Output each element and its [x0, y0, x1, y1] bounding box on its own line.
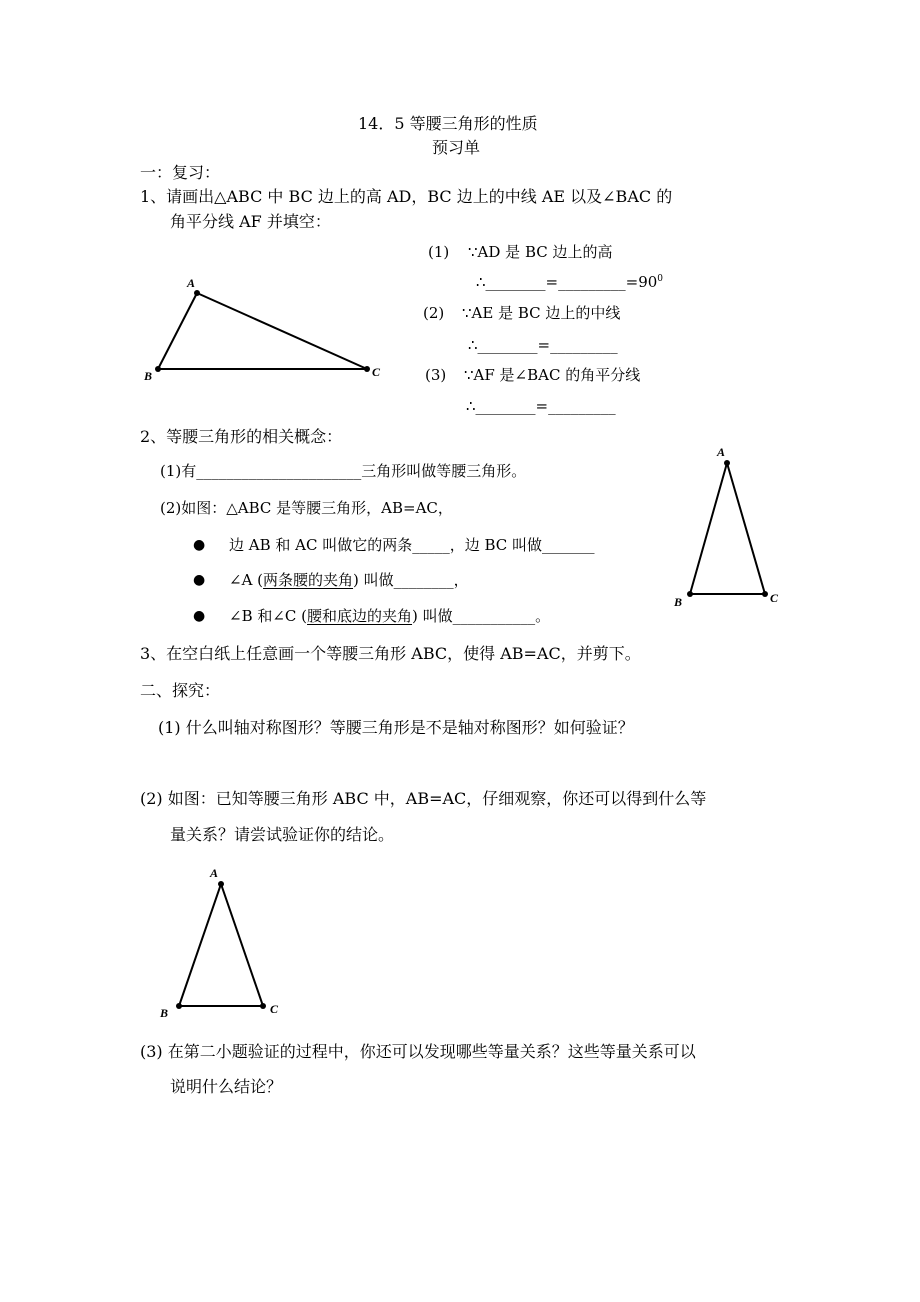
- bullet-3: ●: [193, 608, 206, 624]
- fig3-point-a: [218, 881, 224, 887]
- fig1-side-ab: [158, 293, 197, 369]
- explore-q2-line2: 量关系？请尝试验证你的结论。: [170, 825, 395, 844]
- bullet-3-post: ) 叫做___________。: [412, 607, 551, 625]
- page-title: 14．5 等腰三角形的性质: [358, 114, 538, 133]
- fill1-eq: =: [545, 273, 559, 291]
- page-subtitle: 预习单: [432, 138, 481, 157]
- fill3-prefix: ∴: [466, 397, 476, 415]
- fill2-num: (2): [423, 304, 445, 322]
- bullet-2-underlined: 两条腰的夹角: [263, 571, 354, 589]
- fill2-prefix: ∴: [468, 336, 478, 354]
- explore-heading: 二、探究：: [140, 681, 221, 700]
- q1-line2: 角平分线 AF 并填空：: [170, 212, 331, 231]
- fill1-eq2: =90: [625, 273, 658, 291]
- bullet-1: ●: [193, 537, 206, 553]
- fig2-side-ab: [690, 463, 727, 594]
- fill1-num: (1): [428, 243, 450, 261]
- fig1-point-a: [194, 290, 200, 296]
- review-heading: 一：复习：: [140, 163, 221, 182]
- fig1-side-ac: [197, 293, 367, 369]
- bullet-2-post: ) 叫做________，: [353, 571, 469, 589]
- fig3-label-a: A: [210, 866, 219, 880]
- fig3-point-c: [260, 1003, 266, 1009]
- fill1-blank2[interactable]: _________: [558, 273, 626, 291]
- fig1-label-b: B: [144, 369, 153, 383]
- fill1-degree: 0: [657, 274, 664, 284]
- explore-q3-line2: 说明什么结论？: [170, 1077, 283, 1096]
- fill3-num: (3): [425, 366, 447, 384]
- fig2-side-ac: [727, 463, 765, 594]
- fill2-eq: =: [537, 336, 551, 354]
- fig1-point-b: [155, 366, 161, 372]
- fig2-point-a: [724, 460, 730, 466]
- fill2-text: ∵AE 是 BC 边上的中线: [462, 304, 621, 322]
- fig2-label-a: A: [717, 445, 726, 459]
- fill2-answer: [468, 336, 618, 354]
- fig2-label-c: C: [770, 591, 779, 605]
- q2-heading: 2、等腰三角形的相关概念：: [140, 427, 343, 446]
- fig1-point-c: [364, 366, 370, 372]
- bullet-3-underlined: 腰和底边的夹角: [307, 607, 413, 625]
- fig3-point-b: [176, 1003, 182, 1009]
- bullet-2-text: [229, 571, 469, 589]
- fig1-label-c: C: [372, 365, 381, 379]
- fill3-eq: =: [535, 397, 549, 415]
- fig3-label-c: C: [270, 1002, 279, 1016]
- bullet-2: ●: [193, 572, 206, 588]
- q2-item1: (1)有______________________三角形叫做等腰三角形。: [160, 462, 527, 480]
- fig3-side-ac: [221, 884, 263, 1006]
- fig2-point-b: [687, 591, 693, 597]
- fill1-text: ∵AD 是 BC 边上的高: [468, 243, 613, 261]
- fig1-label-a: A: [187, 276, 196, 290]
- q3-text: 3、在空白纸上任意画一个等腰三角形 ABC，使得 AB=AC，并剪下。: [140, 644, 641, 663]
- q1-line1: 1、请画出△ABC 中 BC 边上的高 AD，BC 边上的中线 AE 以及∠BAC 的: [140, 187, 673, 206]
- fill3-blank1[interactable]: ________: [475, 397, 536, 415]
- fill1-blank1[interactable]: ________: [485, 273, 546, 291]
- bullet-1-text: 边 AB 和 AC 叫做它的两条_____，边 BC 叫做_______: [229, 536, 595, 554]
- fill3-blank2[interactable]: _________: [548, 397, 616, 415]
- bullet-2-pre: ∠A (: [229, 571, 264, 589]
- fig3-label-b: B: [160, 1006, 169, 1020]
- bullet-3-text: [229, 607, 550, 625]
- fill1-prefix: ∴: [476, 273, 486, 291]
- fig2-point-c: [762, 591, 768, 597]
- fill3-text: ∵AF 是∠BAC 的角平分线: [464, 366, 641, 384]
- fig3-side-ab: [179, 884, 221, 1006]
- explore-q1: (1) 什么叫轴对称图形？等腰三角形是不是轴对称图形？如何验证？: [158, 718, 634, 737]
- fig2-label-b: B: [674, 595, 683, 609]
- fill2-blank2[interactable]: _________: [550, 336, 618, 354]
- q2-item2: (2)如图：△ABC 是等腰三角形，AB=AC，: [160, 499, 453, 517]
- explore-q2-line1: (2) 如图：已知等腰三角形 ABC 中，AB=AC，仔细观察，你还可以得到什么等: [140, 789, 707, 808]
- explore-q3-line1: (3) 在第二小题验证的过程中，你还可以发现哪些等量关系？这些等量关系可以: [140, 1042, 696, 1061]
- fill3-answer: [466, 397, 616, 415]
- fill2-blank1[interactable]: ________: [477, 336, 538, 354]
- bullet-3-pre: ∠B 和∠C (: [229, 607, 308, 625]
- fill1-answer: [476, 273, 663, 291]
